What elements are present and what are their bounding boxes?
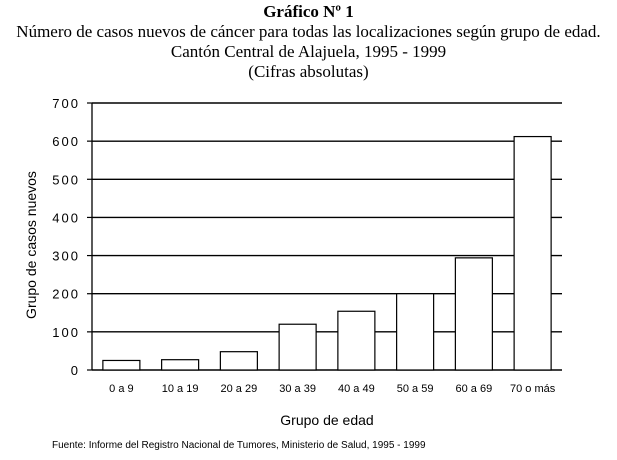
- bar-70-o-más: [514, 137, 551, 370]
- x-tick-label: 20 a 29: [220, 383, 258, 395]
- x-tick-label: 70 o más: [510, 383, 556, 395]
- chart-subtitle-line-1: Número de casos nuevos de cáncer para todas las localizaciones según grupo de edad.: [16, 22, 601, 41]
- bar-20-a-29: [220, 352, 257, 370]
- y-tick-label: 100: [52, 324, 80, 340]
- x-axis-label: Grupo de edad: [280, 412, 374, 428]
- y-tick-label: 400: [52, 210, 80, 226]
- y-tick-label: 300: [52, 248, 80, 264]
- x-tick-label: 60 a 69: [455, 383, 493, 395]
- source-note: Fuente: Informe del Registro Nacional de Tumores, Ministerio de Salud, 1995 - 1999: [52, 440, 426, 451]
- chart-subtitle-line-3: (Cifras absolutas): [248, 62, 369, 81]
- bar-10-a-19: [162, 360, 199, 370]
- y-tick-label: 500: [52, 172, 80, 188]
- x-tick-label: 30 a 39: [279, 383, 316, 395]
- y-tick-labels: [52, 96, 92, 378]
- y-tick-label: 0: [70, 363, 80, 378]
- bar-50-a-59: [397, 294, 434, 370]
- bars: [103, 137, 551, 370]
- chart-title: Gráfico Nº 1: [263, 2, 354, 21]
- x-tick-label: 50 a 59: [396, 383, 434, 395]
- x-tick-label: 40 a 49: [338, 383, 375, 395]
- chart-subtitle-line-2: Cantón Central de Alajuela, 1995 - 1999: [170, 42, 447, 61]
- bar-30-a-39: [279, 324, 316, 370]
- bar-40-a-49: [338, 311, 375, 370]
- x-tick-label: 0 a 9: [109, 383, 134, 395]
- bar-60-a-69: [455, 258, 492, 370]
- y-axis-label: Grupo de casos nuevos: [23, 171, 39, 319]
- y-tick-label: 200: [52, 286, 80, 302]
- y-tick-label: 700: [52, 96, 80, 111]
- x-tick-labels: [109, 383, 556, 395]
- x-tick-label: 10 a 19: [161, 383, 199, 395]
- bar-0-a-9: [103, 360, 140, 370]
- y-tick-label: 600: [52, 134, 80, 150]
